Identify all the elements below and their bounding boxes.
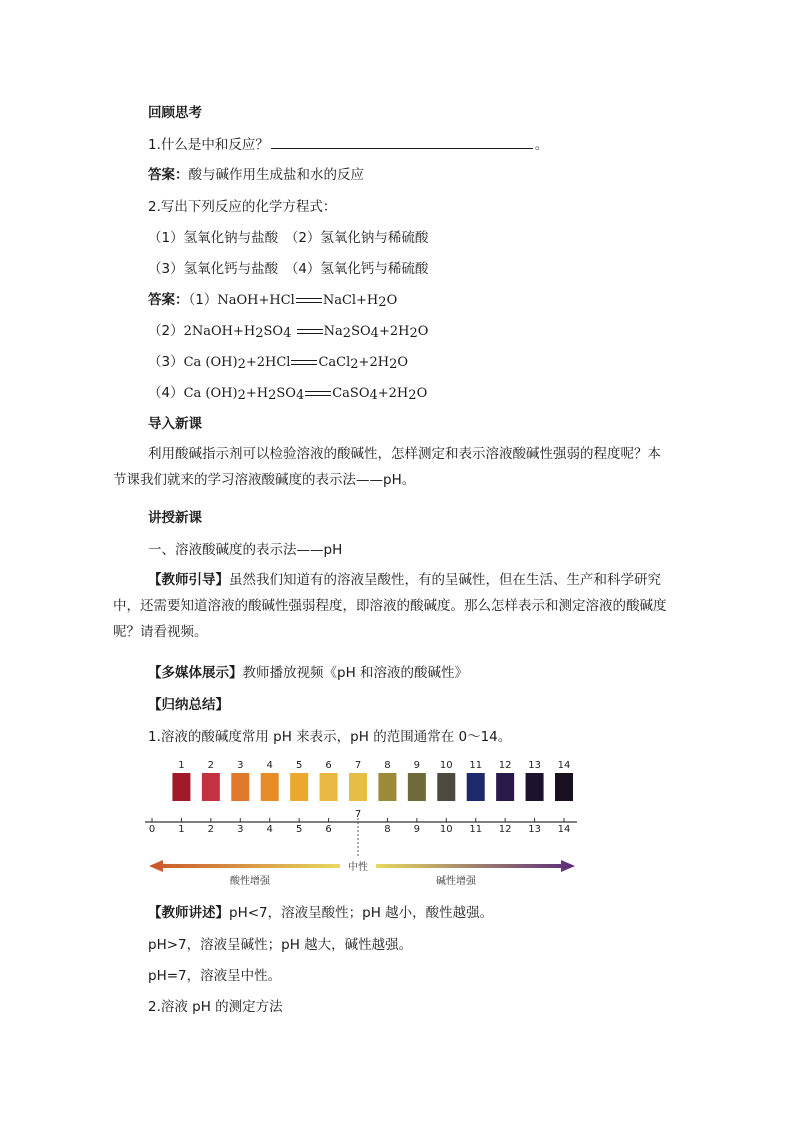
eq4-right: CaSO	[332, 386, 370, 401]
eq3-left-tail: +2HCl	[245, 355, 291, 370]
swatch-13	[526, 773, 544, 801]
eq4-num: （4）	[148, 385, 184, 401]
axis-tick-label: 10	[439, 824, 453, 835]
swatch-7	[349, 773, 367, 801]
swatch-9	[408, 773, 426, 801]
eq2-num: （2）	[148, 323, 184, 339]
swatch-label: 13	[528, 760, 541, 771]
explain-2: pH>7，溶液呈碱性；pH 越大，碱性越强。	[148, 937, 413, 953]
media-display	[148, 664, 468, 682]
swatch-1	[172, 773, 190, 801]
swatch-label: 1	[178, 760, 185, 771]
swatch-label: 10	[439, 760, 453, 771]
subscript: 4	[370, 326, 379, 341]
intro-paragraph: 利用酸碱指示剂可以检验溶液的酸碱性，怎样测定和表示溶液酸碱性强弱的程度呢？本节课我们就来的学习溶液酸碱度的表示法——pH。	[113, 446, 661, 488]
swatch-label: 3	[237, 760, 244, 771]
subscript: 2	[342, 326, 352, 341]
eq2-right-mid: SO	[351, 324, 371, 339]
swatch-label: 2	[207, 760, 215, 771]
swatch-11	[467, 773, 485, 801]
subscript: 4	[369, 388, 378, 403]
eq2-left: 2NaOH+H	[183, 324, 256, 339]
swatch-label: 6	[325, 760, 332, 771]
question-1-text: 1.什么是中和反应？	[148, 137, 269, 153]
subscript: 2	[378, 295, 387, 310]
summary-label: 【归纳总结】	[148, 697, 229, 713]
neutral-label: 中性	[348, 862, 368, 873]
eq2-left-mid: SO	[263, 324, 284, 339]
swatch-5	[290, 773, 308, 801]
swatch-label: 8	[384, 760, 391, 771]
acid-label: 酸性增强	[230, 876, 270, 887]
base-label: 碱性增强	[436, 876, 476, 887]
ph-scale-chart	[145, 756, 585, 888]
axis-tick-label: 4	[266, 824, 273, 835]
eq2-right-tail: +2H	[378, 324, 410, 339]
equals-sign	[291, 360, 317, 365]
swatch-4	[261, 773, 279, 801]
eq4-left-tail: +H	[245, 386, 269, 401]
heading-intro: 导入新课	[148, 416, 202, 432]
equation-4	[148, 384, 427, 405]
eq4-right-tail: +2H	[377, 386, 409, 401]
question-2-items-row1: （1）氢氧化钠与盐酸 （2）氢氧化钠与稀硫酸	[148, 230, 429, 246]
subscript: 4	[295, 388, 305, 403]
swatch-3	[231, 773, 249, 801]
heading-review: 回顾思考	[148, 105, 202, 121]
eq3-right-tail: +2H	[358, 355, 390, 370]
eq3-left: Ca (OH)	[183, 355, 238, 370]
answer-label: 答案：	[148, 167, 189, 183]
section-1-title: 一、溶液酸碱度的表示法——pH	[148, 542, 343, 558]
axis-tick-label: 1	[178, 824, 185, 835]
eq1-right: NaCl+H	[322, 293, 379, 308]
method-title: 2.溶液 pH 的测定方法	[148, 999, 283, 1015]
eq1-left: NaOH+HCl	[217, 293, 295, 308]
subscript: 4	[283, 326, 292, 341]
swatch-6	[320, 773, 338, 801]
eq4-left: Ca (OH)	[183, 386, 238, 401]
axis-tick-label: 2	[207, 824, 215, 835]
swatch-10	[437, 773, 455, 801]
neutral-tick-label: 7	[354, 809, 362, 820]
guide-text: 虽然我们知道有的溶液呈酸性，有的呈碱性，但在生活、生产和科学研究中，还需要知道溶液的酸碱性强弱程度，即溶液的酸碱度。那么怎样表示和测定溶液的酸碱度呢？请看视频。	[113, 572, 667, 640]
axis-tick-label: 0	[148, 824, 156, 835]
axis-tick-label: 6	[325, 824, 332, 835]
media-text: 教师播放视频《pH 和溶液的酸碱性》	[242, 665, 469, 681]
eq2-right-end: O	[417, 324, 429, 339]
answer-blank[interactable]	[271, 136, 533, 149]
subscript: 2	[237, 388, 246, 403]
swatch-label: 9	[413, 760, 421, 771]
eq1-num: （1）	[188, 292, 218, 308]
swatch-label: 14	[557, 760, 571, 771]
heading-lecture: 讲授新课	[148, 510, 202, 526]
question-1	[148, 136, 548, 154]
subscript: 2	[350, 357, 359, 372]
subscript: 2	[268, 388, 277, 403]
swatch-14	[555, 773, 573, 801]
answer-label-2: 答案：	[148, 292, 189, 308]
axis-tick-label: 13	[528, 824, 541, 835]
eq4-left-mid: SO	[276, 386, 296, 401]
subscript: 2	[409, 326, 418, 341]
answer-1	[148, 166, 364, 184]
eq3-right-end: O	[397, 355, 409, 370]
equals-sign	[296, 298, 322, 303]
equals-sign	[297, 329, 323, 334]
equation-2	[148, 322, 428, 343]
question-2-items-row2: （3）氢氧化钙与盐酸 （4）氢氧化钙与稀硫酸	[148, 261, 429, 277]
question-2: 2.写出下列反应的化学方程式：	[148, 199, 337, 215]
eq3-num: （3）	[148, 354, 184, 370]
axis-tick-label: 12	[498, 824, 512, 835]
eq3-right: CaCl	[318, 355, 351, 370]
subscript: 2	[237, 357, 246, 372]
answer-1-text: 酸与碱作用生成盐和水的反应	[188, 167, 364, 183]
swatch-label: 11	[469, 760, 483, 771]
eq2-right: Na	[323, 324, 343, 339]
swatch-label: 4	[266, 760, 273, 771]
equals-sign	[305, 391, 331, 396]
subscript: 2	[255, 326, 264, 341]
explain-3: pH=7，溶液呈中性。	[148, 968, 282, 984]
question-1-end: 。	[534, 137, 549, 153]
swatch-label: 12	[498, 760, 512, 771]
subscript: 2	[389, 357, 398, 372]
axis-tick-label: 11	[469, 824, 483, 835]
axis-tick-label: 8	[384, 824, 391, 835]
swatch-12	[496, 773, 514, 801]
equation-1	[148, 291, 397, 312]
axis-tick-label: 9	[413, 824, 421, 835]
eq4-right-end: O	[416, 386, 428, 401]
teacher-guide	[113, 567, 673, 645]
swatch-label: 7	[354, 760, 362, 771]
swatch-8	[378, 773, 396, 801]
axis-tick-label: 14	[557, 824, 571, 835]
axis-tick-label: 5	[295, 824, 303, 835]
axis-tick-label: 3	[237, 824, 244, 835]
media-label: 【多媒体展示】	[148, 665, 243, 681]
explain-1: pH<7，溶液呈酸性；pH 越小，酸性越强。	[229, 905, 494, 921]
guide-label: 【教师引导】	[148, 572, 229, 588]
summary-1: 1.溶液的酸碱度常用 pH 来表示，pH 的范围通常在 0～14。	[148, 729, 512, 745]
explain-label: 【教师讲述】	[148, 905, 229, 921]
subscript: 2	[408, 388, 417, 403]
swatch-2	[202, 773, 220, 801]
equation-3	[148, 353, 408, 374]
eq1-right-tail: O	[386, 293, 398, 308]
swatch-label: 5	[295, 760, 303, 771]
teacher-explain	[148, 904, 493, 922]
